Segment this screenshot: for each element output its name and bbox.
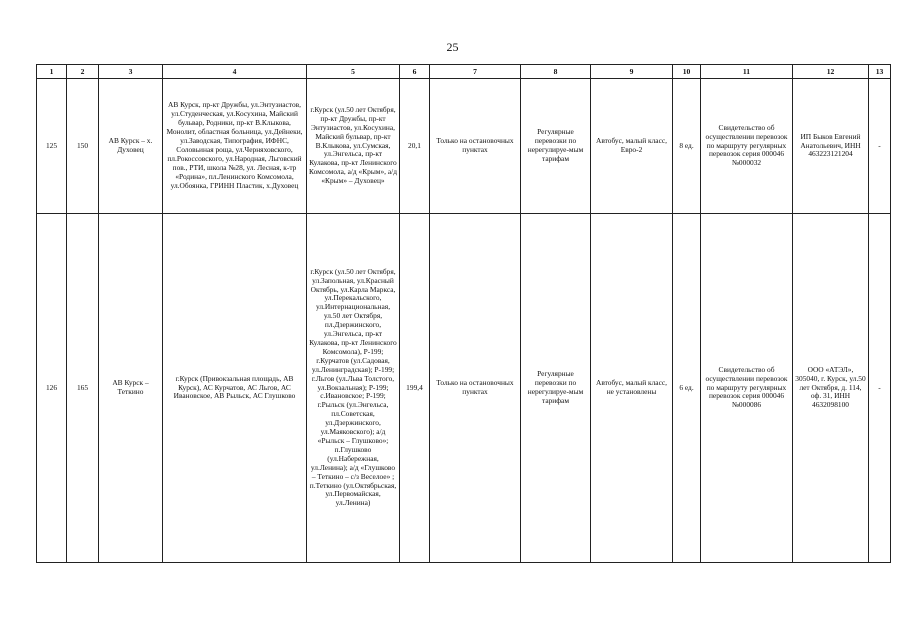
route-code-cell: 165 — [67, 214, 99, 563]
carrier-cell: ООО «АТЭЛ», 305040, г. Курск, ул.50 лет Октября, д. 114, оф. 31, ИНН 4632098100 — [793, 214, 869, 563]
route-name-cell: АВ Курск – х. Духовец — [99, 79, 163, 214]
vehicle-count-cell: 6 ед. — [673, 214, 701, 563]
length-cell: 20,1 — [400, 79, 430, 214]
certificate-cell: Свидетельство об осуществлении перевозок по маршруту регулярных перевозок серия 000046 №000032 — [701, 79, 793, 214]
route-name-cell: АВ Курск – Теткино — [99, 214, 163, 563]
transport-type-cell: Регулярные перевозки по нерегулируе-мым тарифам — [521, 79, 591, 214]
header-cell: 2 — [67, 65, 99, 79]
boarding-cell: Только на остановочных пунктах — [430, 79, 521, 214]
notes-cell: - — [869, 214, 891, 563]
streets-cell: г.Курск (ул.50 лет Октября, ул.Запольная, ул.Красный Октябрь, ул.Карла Маркса, ул.Перекальского, ул.Интернациональная, ул.50 лет Октября, пл.Дзержинского, ул.Энгельса, пр-кт Кулакова, пр-кт Ленинского Комсомола), Р-199; г.Курчатов (ул.Садовая, ул.Ленинградская); Р-199; г.Льгов (ул.Льва Толстого, ул.Вокзальная); Р-199; с.Ивановское; Р-199; г.Рыльск (ул.Энгельса, пл.Советская, ул.Дзержинского, ул.Маяковского); а/д «Рыльск – Глушково»; п.Глушково (ул.Набережная, ул.Ленина); а/д «Глушково – Теткино – с/з Веселое» ; п.Теткино (ул.Октябрьская, ул.Первомайская, ул.Ленина) — [307, 214, 400, 563]
header-cell: 10 — [673, 65, 701, 79]
carrier-cell: ИП Быков Евгений Анатольевич, ИНН 463223121204 — [793, 79, 869, 214]
header-cell: 1 — [37, 65, 67, 79]
page-number: 25 — [446, 40, 459, 54]
header-cell: 11 — [701, 65, 793, 79]
header-cell: 6 — [400, 65, 430, 79]
streets-cell: г.Курск (ул.50 лет Октября, пр-кт Дружбы, пр-кт Энтузиастов, ул.Косухина, Майский бульвар, пр-кт В.Клыкова, ул.Сумская, ул.Энгельса, пр-кт Кулакова, пр-кт Ленинского Комсомола, а/д «Крым», а/д «Крым» – Духовец» — [307, 79, 400, 214]
transport-type-cell: Регулярные перевозки по нерегулируе-мым тарифам — [521, 214, 591, 563]
length-cell: 199,4 — [400, 214, 430, 563]
header-cell: 9 — [591, 65, 673, 79]
vehicle-count-cell: 8 ед. — [673, 79, 701, 214]
header-cell: 3 — [99, 65, 163, 79]
header-cell: 4 — [163, 65, 307, 79]
route-number-cell: 126 — [37, 214, 67, 563]
header-cell: 7 — [430, 65, 521, 79]
route-code-cell: 150 — [67, 79, 99, 214]
route-number-cell: 125 — [37, 79, 67, 214]
vehicle-class-cell: Автобус, малый класс, не установлены — [591, 214, 673, 563]
stops-cell: г.Курск (Привокзальная площадь, АВ Курск), АС Курчатов, АС Льгов, АС Ивановское, АВ Рыльск, АС Глушково — [163, 214, 307, 563]
certificate-cell: Свидетельство об осуществлении перевозок по маршруту регулярных перевозок серия 000046 №000086 — [701, 214, 793, 563]
boarding-cell: Только на остановочных пунктах — [430, 214, 521, 563]
routes-table — [36, 64, 891, 563]
table-row — [37, 79, 891, 214]
table-row — [37, 214, 891, 563]
stops-cell: АВ Курск, пр-кт Дружбы, ул.Энтузиастов, ул.Студенческая, ул.Косухина, Майский бульвар, Родники, пр-кт В.Клыкова, Монолит, областная больница, ул.Дейнеки, ул.Заводская, Типография, ИФНС, Соловьиная роща, ул.Черняховского, пл.Рокоссовского, ул.Народная, Льговский пов., РТИ, школа №28, ул. Лесная, к-тр «Родина», пл.Ленинского Комсомола, ул.Обоянка, ГРИНН Пластик, х.Духовец — [163, 79, 307, 214]
header-cell: 12 — [793, 65, 869, 79]
header-row — [37, 65, 891, 79]
vehicle-class-cell: Автобус, малый класс, Евро-2 — [591, 79, 673, 214]
header-cell: 13 — [869, 65, 891, 79]
header-cell: 8 — [521, 65, 591, 79]
notes-cell: - — [869, 79, 891, 214]
header-cell: 5 — [307, 65, 400, 79]
